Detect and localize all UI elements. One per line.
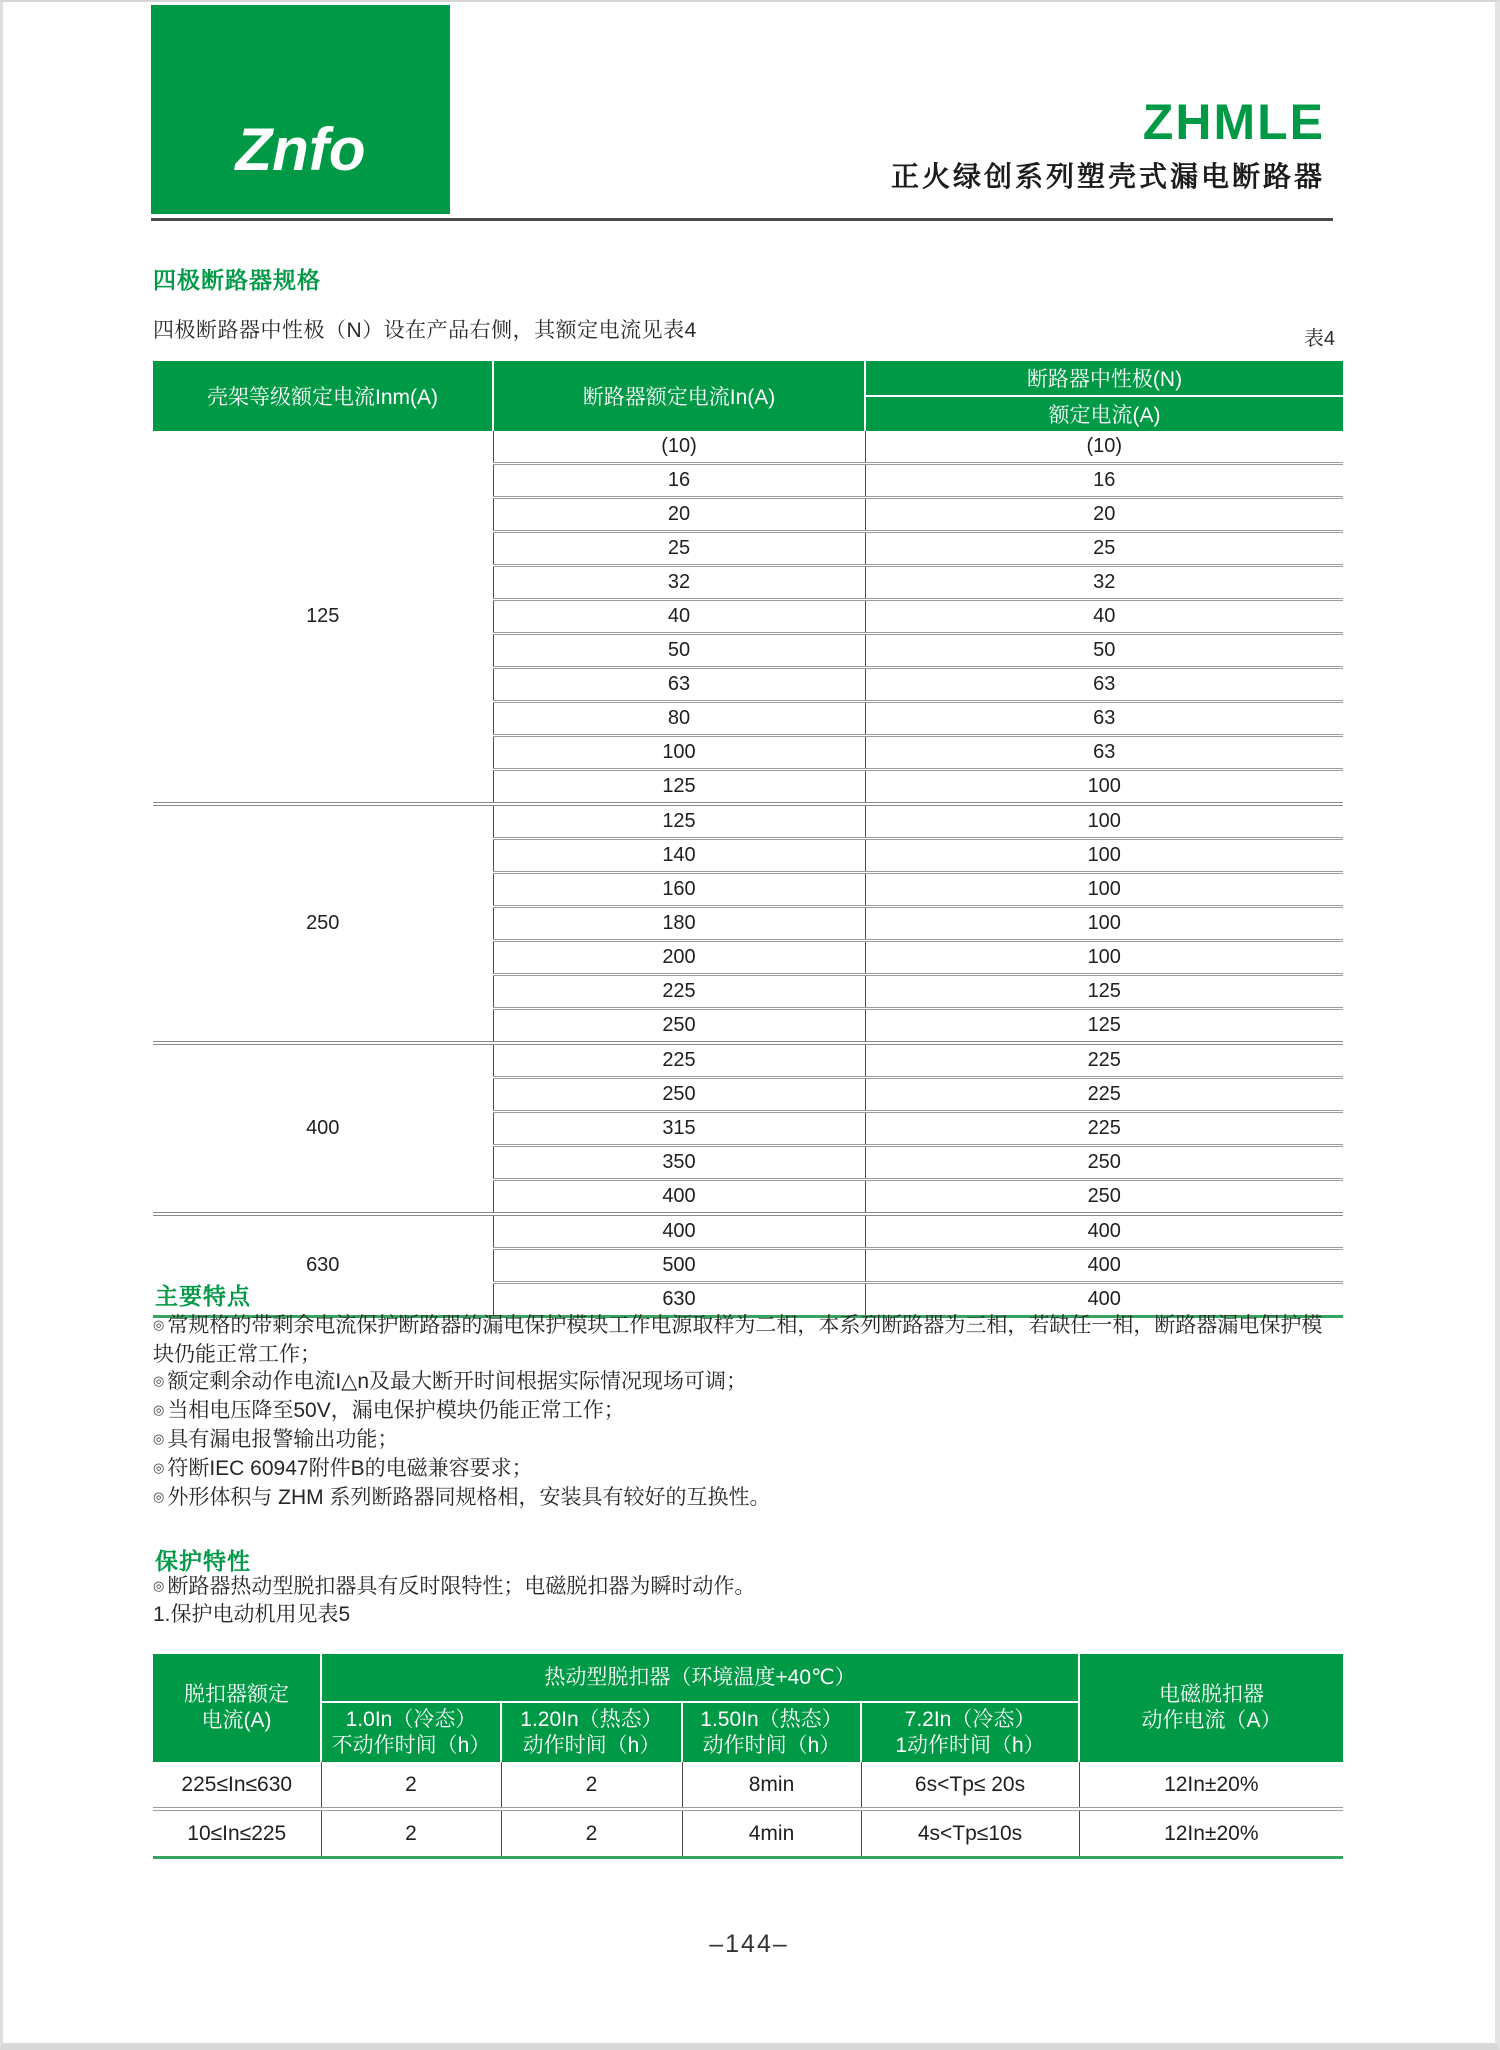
header-line: 7.2In（冷态） [904,1707,1036,1731]
section-heading-protection: 保护特性 [155,1548,251,1574]
table-cell: 2 [501,1762,682,1809]
table-cell: 250 [493,1078,865,1112]
table-cell: 63 [865,702,1343,736]
table-cell: 500 [493,1249,865,1283]
header-line: 动作时间（h） [702,1733,841,1757]
table-cell: 80 [493,702,865,736]
table-cell: 20 [865,498,1343,532]
header-line: 1动作时间（h） [895,1733,1045,1757]
title-block [890,94,1325,195]
feature-text: 外形体积与 ZHM 系列断路器同规格相，安装具有较好的互换性。 [167,1486,771,1509]
page-number: –144– [709,1930,789,1958]
section-heading-specs: 四极断路器规格 [153,267,321,293]
table-cell: 225 [493,975,865,1009]
table-cell: 400 [865,1214,1343,1249]
table-cell: 25 [493,532,865,566]
table-row [153,1043,1343,1078]
table-cell: 63 [493,668,865,702]
table-row [153,1762,1343,1809]
table-cell: 400 [493,1180,865,1215]
table-cell: 8min [682,1762,861,1809]
table-cell: 225 [865,1112,1343,1146]
table-cell: 100 [865,873,1343,907]
table-cell: 250 [865,1146,1343,1180]
feature-item [153,1484,1338,1513]
table-cell: 225 [493,1043,865,1078]
brand-logo [151,5,450,214]
section-heading-features: 主要特点 [155,1283,251,1309]
bullet-icon: ◎ [153,1489,165,1504]
bullet-icon: ◎ [153,1460,165,1475]
table-cell: (10) [493,431,865,464]
table-cell: 2 [321,1809,501,1858]
table-cell: 225 [865,1043,1343,1078]
table-cell: 4min [682,1809,861,1858]
table-cell: 50 [865,634,1343,668]
table-cell: 250 [493,1009,865,1044]
table-cell: 40 [493,600,865,634]
bullet-icon: ◎ [153,1373,165,1388]
bullet-icon: ◎ [153,1431,165,1446]
table-cell: 100 [865,907,1343,941]
frame-current-cell: 125 [306,605,340,627]
protection-bullet-text: 断路器热动型脱扣器具有反时限特性；电磁脱扣器为瞬时动作。 [167,1575,756,1598]
table-cell: 400 [865,1283,1343,1317]
frame-current-cell: 630 [153,1214,493,1317]
table-cell: 225 [865,1078,1343,1112]
table-cell: 100 [865,804,1343,839]
table-cell: 16 [865,464,1343,498]
table-row [153,431,1343,464]
table5-subheader-3 [682,1702,861,1762]
table5-header-rated-current [153,1654,321,1762]
feature-text: 额定剩余动作电流I△n及最大断开时间根据实际情况现场可调； [167,1370,748,1393]
table-cell: 250 [865,1180,1343,1215]
feature-item [153,1455,1338,1484]
page-subtitle: 正火绿创系列塑壳式漏电断路器 [890,161,1325,192]
table5-subheader-1 [321,1702,501,1762]
table-cell: 350 [493,1146,865,1180]
table-cell: 100 [865,839,1343,873]
table-row [153,804,1343,839]
header-line: 电流(A) [201,1709,272,1732]
table-cell: 180 [493,907,865,941]
feature-item [153,1368,1338,1397]
table5-body [153,1762,1343,1858]
header-line: 动作电流（A） [1141,1709,1282,1732]
table-cell: 315 [493,1112,865,1146]
intro-text: 四极断路器中性极（N）设在产品右侧，其额定电流见表4 [153,319,697,342]
bullet-icon: ◎ [153,1317,165,1332]
table-cell: 225≤In≤630 [181,1772,293,1796]
feature-item [153,1426,1338,1455]
table-cell: 100 [865,941,1343,975]
table5-subheader-2 [501,1702,682,1762]
table4-header-neutral: 断路器中性极(N) [865,361,1343,396]
table-cell: 63 [865,736,1343,770]
table-cell: 12In±20% [1079,1762,1343,1809]
header-line: 不动作时间（h） [331,1733,491,1757]
table-cell: 125 [865,1009,1343,1044]
table-cell: 2 [321,1762,501,1809]
table-cell: 10≤In≤225 [153,1809,321,1858]
table-cell: 100 [865,770,1343,805]
bullet-icon: ◎ [153,1578,165,1593]
table-cell: (10) [865,431,1343,464]
table4-header [153,361,1343,431]
header-line: 1.20In（热态） [520,1707,663,1731]
table-cell: 4s<Tp≤10s [861,1809,1079,1858]
table5-trip-characteristics [153,1654,1343,1859]
table-cell: 25 [865,532,1343,566]
feature-item [153,1312,1338,1368]
table-cell: 32 [493,566,865,600]
table-cell: 20 [493,498,865,532]
table-cell: 160 [493,873,865,907]
header-line: 脱扣器额定 [184,1683,289,1706]
feature-text: 符断IEC 60947附件B的电磁兼容要求； [167,1457,533,1480]
feature-item [153,1397,1338,1426]
feature-text: 当相电压降至50V，漏电保护模块仍能正常工作； [167,1399,625,1422]
header-line: 动作时间（h） [522,1733,661,1757]
table-cell: 6s<Tp≤ 20s [861,1762,1079,1809]
features-list [153,1312,1338,1513]
page-title: ZHMLE [1142,94,1325,150]
table4-body [153,431,1343,1317]
protection-bullet-line [153,1570,755,1600]
table4-header-frame: 壳架等级额定电流Inm(A) [153,361,493,431]
table5-subheader-4 [861,1702,1079,1762]
table-cell: 630 [493,1283,865,1317]
table-cell: 63 [865,668,1343,702]
header-divider [151,218,1333,221]
table4-label: 表4 [1303,328,1335,350]
feature-text: 常规格的带剩余电流保护断路器的漏电保护模块工作电源取样为二相，本系列断路器为三相，若缺任一相，断路器漏电保护模块仍能正常工作； [153,1314,1323,1366]
header-line: 1.50In（热态） [700,1707,843,1731]
table-cell: 40 [865,600,1343,634]
table-cell: 400 [493,1214,865,1249]
table-row [153,1809,1343,1858]
table-cell: 125 [493,770,865,805]
protection-note-line: 1.保护电动机用见表5 [153,1603,351,1626]
table5-header [153,1654,1343,1762]
table-cell: 125 [493,804,865,839]
table5-header-thermal-group: 热动型脱扣器（环境温度+40℃） [321,1654,1079,1702]
header-line: 电磁脱扣器 [1159,1683,1265,1706]
table-cell: 12In±20% [1079,1809,1343,1858]
table-cell: 16 [493,464,865,498]
table5-header-magnetic [1079,1654,1343,1762]
table4-ratings [153,361,1343,1318]
table-cell: 100 [493,736,865,770]
table-cell: 32 [865,566,1343,600]
feature-text: 具有漏电报警输出功能； [167,1428,399,1451]
table-cell: 2 [501,1809,682,1858]
table-cell: 200 [493,941,865,975]
logo-text: Znfo [235,116,366,183]
frame-current-cell: 250 [153,804,493,1043]
header-line: 1.0In（冷态） [345,1707,477,1731]
table-row [153,1214,1343,1249]
table4-header-neutral-current: 额定电流(A) [865,396,1343,431]
table-cell: 125 [865,975,1343,1009]
table-cell: 50 [493,634,865,668]
table-cell: 140 [493,839,865,873]
frame-current-cell: 400 [153,1043,493,1214]
table-cell: 400 [865,1249,1343,1283]
bullet-icon: ◎ [153,1402,165,1417]
table4-header-rated: 断路器额定电流In(A) [493,361,865,431]
